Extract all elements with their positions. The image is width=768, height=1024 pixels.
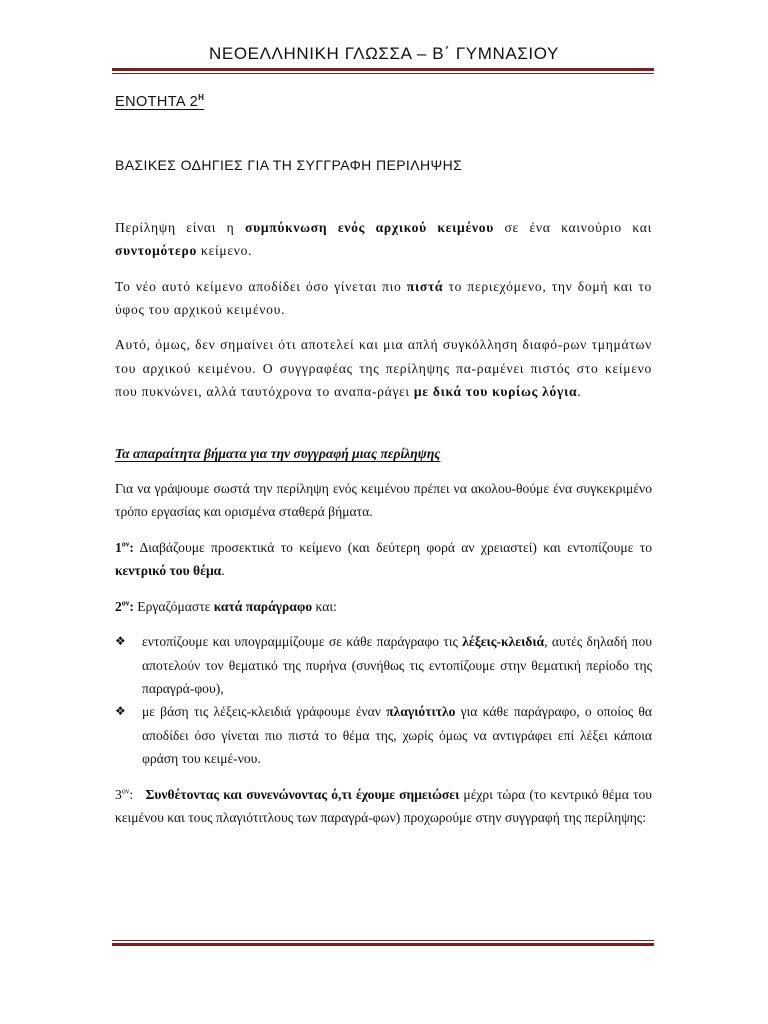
intro-paragraph-1: Περίληψη είναι η συμπύκνωση ενός αρχικού κειμένου σε ένα καινούριο και συντομότερο κείμενο. <box>115 219 652 259</box>
intro-paragraph-2: Το νέο αυτό κείμενο αποδίδει όσο γίνεται πιο πιστά το περιεχόμενο, την δομή και το ύφος του αρχικού κειμένου. <box>115 278 652 318</box>
emphasis-condensation: συμπύκνωση ενός αρχικού κειμένου <box>244 219 494 235</box>
emphasis-faithfully: πιστά <box>406 278 444 294</box>
document-body <box>115 90 652 829</box>
step-1-number: $1^{o\nu}$: <box>115 539 134 555</box>
emphasis-own-words: με δικά του κυρίως λόγια <box>413 384 578 400</box>
emphasis-per-paragraph: κατά παράγραφο <box>213 598 313 614</box>
unit-superscript: Η <box>198 93 205 103</box>
emphasis-central-theme: κεντρικό του θέμα <box>115 563 222 579</box>
step-1-paragraph: $1^{o\nu}$: Διαβάζουμε προσεκτικά το κείμενο (και δεύτερη φορά αν χρειαστεί) και εντοπίζουμε το κεντρικό του θέμα. <box>115 539 652 579</box>
emphasis-synthesizing: Συνθέτοντας και συνενώνοντας ό,τι έχουμε σημειώσει <box>145 786 460 802</box>
step-3-paragraph: $3^{o\nu}$: Συνθέτοντας και συνενώνοντας ό,τι έχουμε σημειώσει μέχρι τώρα (το κεντρικό θέμα του κειμένου και τους πλαγιότιτλους των παραγρά-φων) προχωρούμε στην συγγραφή της περίληψης: <box>115 786 652 825</box>
diamond-bullet-icon: ❖ <box>115 634 126 649</box>
unit-label: ΕΝΟΤΗΤΑ 2 <box>115 94 199 110</box>
footer-rule-thin <box>112 940 654 941</box>
emphasis-subtitle: πλαγιότιτλο <box>386 704 456 720</box>
footer-rule-thick <box>112 943 654 946</box>
list-item: ❖ με βάση τις λέξεις-κλειδιά γράφουμε έναν πλαγιότιτλο για κάθε παράγραφο, ο οποίος θα αποδίδει όσο γίνεται πιο πιστά το θέμα της, χωρίς όμως να αντιγράφει επί λέξει κάποια φράση του κειμέ-νου. <box>115 700 652 770</box>
intro-paragraph-3: Αυτό, όμως, δεν σημαίνει ότι αποτελεί και μια απλή συγκόλληση διαφό-ρων τμημάτων του αρχικού κειμένου. Ο συγγραφέας της περίληψης πα-ραμένει πιστός στο κείμενο που πυκνώνει, αλλά ταυτόχρονα το αναπα-ράγει με δικά του κυρίως λόγια. <box>115 337 652 400</box>
header-rule-thin <box>112 73 654 74</box>
emphasis-keywords: λέξεις-κλειδιά <box>462 634 545 650</box>
diamond-bullet-icon: ❖ <box>115 704 126 719</box>
subject-title: ΒΑΣΙΚΕΣ ΟΔΗΓΙΕΣ ΓΙΑ ΤΗ ΣΥΓΓΡΑΦΗ ΠΕΡΙΛΗΨΗΣ <box>115 157 463 174</box>
emphasis-shorter: συντομότερο <box>115 243 197 259</box>
document-header-title: ΝΕΟΕΛΛΗΝΙΚΗ ΓΛΩΣΣΑ – Β΄ ΓΥΜΝΑΣΙΟΥ <box>209 44 559 63</box>
step-2-number: $2^{o\nu}$: <box>115 598 134 614</box>
steps-section-heading: Τα απαραίτητα βήματα για την συγγραφή μιας περίληψης <box>115 445 441 461</box>
step-2-paragraph: $2^{o\nu}$: Εργαζόμαστε κατά παράγραφο και: <box>115 598 337 614</box>
unit-heading <box>115 90 652 114</box>
steps-intro-paragraph: Για να γράψουμε σωστά την περίληψη ενός κειμένου πρέπει να ακολου-θούμε ένα συγκεκριμένο τρόπο εργασίας και ορισμένα σταθερά βήματα. <box>115 481 652 520</box>
header-rule-thick <box>112 68 654 71</box>
step-3-number: $3^{o\nu}$: <box>115 786 134 802</box>
list-item: ❖ εντοπίζουμε και υπογραμμίζουμε σε κάθε παράγραφο τις λέξεις-κλειδιά, αυτές δηλαδή που αποτελούν τον θεματικό της πυρήνα (συνήθως τις εντοπίζουμε στην θεματική περίοδο της παραγρά-φου), <box>115 630 652 700</box>
step-2-bullet-list <box>115 630 652 770</box>
